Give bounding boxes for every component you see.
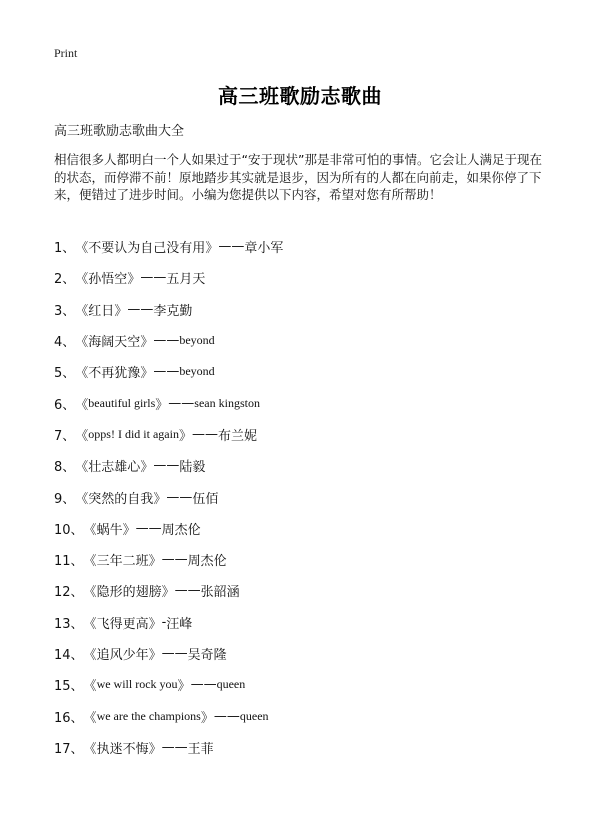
- song-number: 2、: [54, 272, 76, 288]
- song-title: 蜗牛: [96, 522, 123, 538]
- song-artist: beyond: [179, 364, 215, 379]
- song-artist: 张韶涵: [200, 585, 240, 601]
- song-number: 16、: [54, 710, 84, 726]
- song-separator: ——: [127, 301, 154, 317]
- song-number: 7、: [54, 428, 76, 444]
- song-number: 4、: [54, 335, 76, 351]
- song-separator: ——: [153, 458, 180, 474]
- open-bracket: 《: [83, 710, 97, 726]
- song-list: [54, 231, 283, 763]
- song-item: [54, 387, 283, 418]
- open-bracket: 《: [75, 335, 89, 351]
- song-separator: ——: [140, 270, 167, 286]
- close-bracket: 》: [148, 648, 162, 663]
- song-separator: ——: [166, 489, 193, 505]
- close-bracket: 》: [140, 366, 154, 382]
- close-bracket: 》: [122, 522, 136, 538]
- song-number: 17、: [54, 741, 84, 757]
- song-separator: ——: [153, 364, 180, 380]
- song-title: 孙悟空: [88, 272, 128, 288]
- song-item: [54, 419, 283, 450]
- song-title: 突然的自我: [88, 491, 154, 507]
- close-bracket: 》: [140, 335, 154, 351]
- song-title: 追风少年: [96, 648, 149, 663]
- print-link[interactable]: Print: [54, 46, 78, 60]
- open-bracket: 《: [75, 491, 89, 507]
- close-bracket: 》: [155, 397, 169, 413]
- open-bracket: 《: [83, 554, 97, 570]
- close-bracket: 》: [148, 741, 162, 757]
- song-item: [54, 700, 283, 731]
- close-bracket: 》: [153, 491, 167, 507]
- song-artist: 汪峰: [166, 616, 193, 632]
- song-number: 6、: [54, 397, 76, 413]
- open-bracket: 《: [83, 648, 97, 663]
- song-separator: ——: [213, 708, 240, 724]
- song-title: 飞得更高: [96, 616, 149, 632]
- song-separator: ——: [190, 677, 217, 693]
- song-separator: ——: [153, 333, 180, 349]
- song-artist: 周杰伦: [187, 554, 227, 570]
- song-number: 9、: [54, 491, 76, 507]
- close-bracket: 》: [148, 554, 162, 570]
- song-item: [54, 544, 283, 575]
- close-bracket: 》: [127, 272, 141, 288]
- open-bracket: 《: [75, 272, 89, 288]
- song-item: [54, 325, 283, 356]
- song-title: 三年二班: [96, 554, 149, 570]
- song-artist: 伍佰: [192, 491, 219, 507]
- song-artist: 五月天: [166, 272, 206, 288]
- song-number: 13、: [54, 616, 84, 632]
- song-number: 12、: [54, 585, 84, 601]
- open-bracket: 《: [83, 741, 97, 757]
- song-title: beautiful girls: [88, 395, 156, 410]
- open-bracket: 《: [75, 397, 89, 413]
- song-title: we are the champions: [96, 708, 201, 723]
- song-separator: ——: [191, 426, 218, 442]
- open-bracket: 《: [83, 585, 97, 601]
- song-number: 14、: [54, 648, 84, 663]
- song-item: [54, 231, 283, 262]
- song-artist: queen: [216, 677, 246, 692]
- open-bracket: 《: [83, 522, 97, 538]
- song-artist: 布兰妮: [217, 428, 257, 444]
- close-bracket: 》: [178, 428, 192, 444]
- song-title: 红日: [88, 303, 115, 319]
- song-number: 5、: [54, 366, 76, 382]
- song-title: 海阔天空: [88, 335, 141, 351]
- song-item: [54, 575, 283, 606]
- song-artist: 李克勤: [153, 303, 193, 319]
- article-subtitle: 高三班歌励志歌曲大全: [54, 124, 185, 139]
- open-bracket: 《: [75, 428, 89, 444]
- song-title: 执迷不悔: [96, 741, 149, 757]
- song-item: [54, 638, 283, 669]
- open-bracket: 《: [75, 366, 89, 382]
- song-artist: beyond: [179, 333, 215, 348]
- song-title: 不要认为自己没有用: [88, 241, 206, 257]
- song-item: [54, 669, 283, 700]
- song-separator: ——: [168, 395, 195, 411]
- song-artist: 陆毅: [179, 460, 206, 476]
- song-artist: sean kingston: [194, 395, 260, 410]
- song-item: [54, 481, 283, 512]
- close-bracket: 》: [140, 460, 154, 476]
- song-number: 1、: [54, 241, 76, 257]
- song-artist: 吴奇隆: [187, 648, 227, 663]
- song-artist: 周杰伦: [161, 522, 201, 538]
- close-bracket: 》: [148, 616, 162, 632]
- page-title: 高三班歌励志歌曲: [218, 84, 382, 108]
- song-separator: ——: [161, 739, 188, 755]
- song-separator: -: [161, 614, 167, 630]
- song-item: [54, 294, 283, 325]
- article-intro: 相信很多人都明白一个人如果过于“安于现状”那是非常可怕的事情。它会让人满足于现在的状态，而停滞不前！原地踏步其实就是退步，因为所有的人都在向前走，如果你停了下来，便错过了进步时间。小编为您提供以下内容，希望对您有所帮助！: [54, 152, 542, 202]
- song-title: 隐形的翅膀: [96, 585, 162, 601]
- song-artist: 章小军: [244, 241, 284, 257]
- close-bracket: 》: [205, 241, 219, 257]
- song-artist: queen: [239, 708, 269, 723]
- open-bracket: 《: [75, 241, 89, 257]
- song-title: opps! I did it again: [88, 426, 179, 441]
- song-separator: ——: [161, 552, 188, 568]
- song-item: [54, 607, 283, 638]
- open-bracket: 《: [75, 303, 89, 319]
- song-number: 10、: [54, 522, 84, 538]
- song-separator: ——: [135, 520, 162, 536]
- song-artist: 王菲: [187, 741, 214, 757]
- song-number: 11、: [54, 554, 84, 570]
- song-item: [54, 356, 283, 387]
- open-bracket: 《: [83, 679, 97, 695]
- song-item: [54, 262, 283, 293]
- song-number: 15、: [54, 679, 84, 695]
- song-item: [54, 450, 283, 481]
- song-number: 8、: [54, 460, 76, 476]
- song-title: 不再犹豫: [88, 366, 141, 382]
- song-title: we will rock you: [96, 677, 178, 692]
- close-bracket: 》: [200, 710, 214, 726]
- song-separator: ——: [174, 583, 201, 599]
- close-bracket: 》: [114, 303, 128, 319]
- open-bracket: 《: [75, 460, 89, 476]
- song-separator: ——: [161, 646, 188, 661]
- song-number: 3、: [54, 303, 76, 319]
- close-bracket: 》: [161, 585, 175, 601]
- song-separator: ——: [218, 239, 245, 255]
- close-bracket: 》: [177, 679, 191, 695]
- song-title: 壮志雄心: [88, 460, 141, 476]
- open-bracket: 《: [83, 616, 97, 632]
- song-item: [54, 732, 283, 763]
- song-item: [54, 513, 283, 544]
